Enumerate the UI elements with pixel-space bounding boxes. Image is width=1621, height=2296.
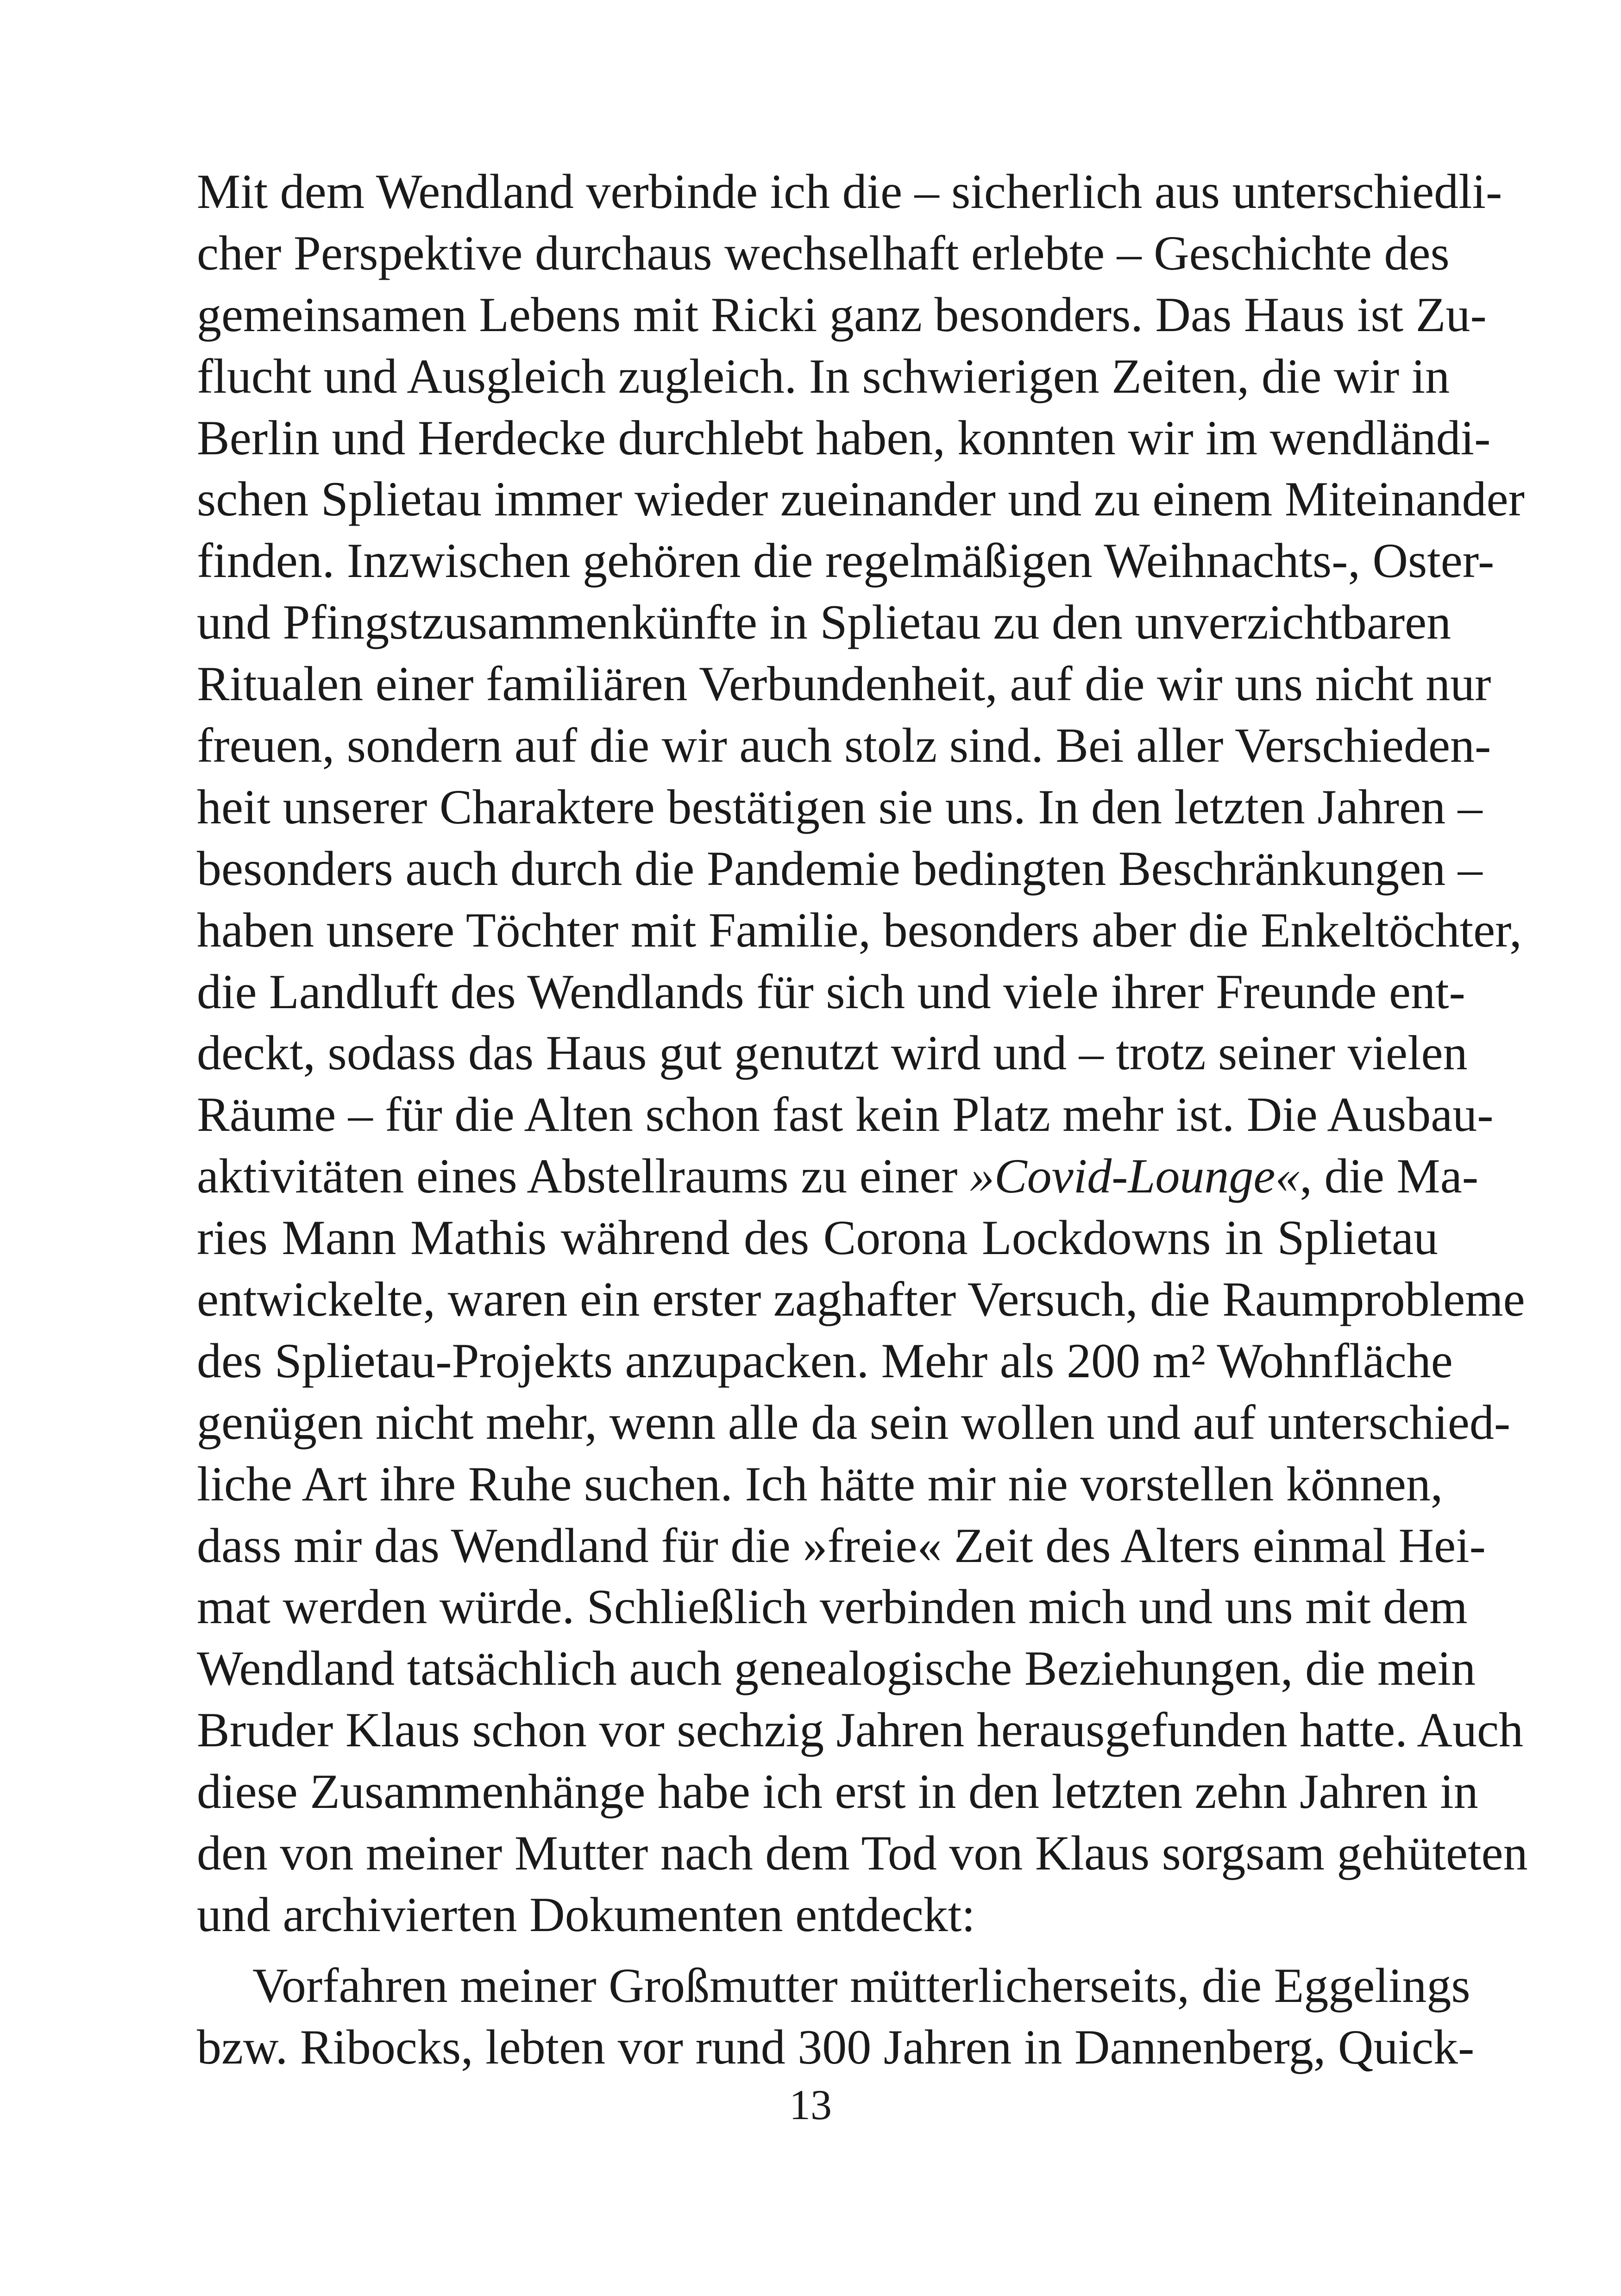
text-line: deckt, sodass das Haus gut genutzt wird und – trotz seiner vielen: [197, 1026, 1468, 1080]
body-text: [197, 161, 1528, 2078]
text-line: entwickelte, waren ein erster zaghafter Versuch, die Raumprobleme: [197, 1272, 1525, 1327]
italic-term: »Covid-Lounge«: [969, 1149, 1300, 1204]
text-line: haben unsere Töchter mit Familie, besonders aber die Enkeltöchter,: [197, 903, 1522, 957]
text-line: des Splietau-Projekts anzupacken. Mehr als 200 m² Wohnfläche: [197, 1333, 1453, 1388]
text-line: finden. Inzwischen gehören die regelmäßigen Weihnachts-, Oster-: [197, 533, 1495, 588]
text-line: und Pfingstzusammenkünfte in Splietau zu den unverzichtbaren: [197, 595, 1451, 650]
text-line: cher Perspektive durchaus wechselhaft erlebte – Geschichte des: [197, 226, 1450, 280]
paragraph-start-line: Vorfahren meiner Großmutter mütterlicherseits, die Eggelings: [252, 1958, 1470, 2013]
text-line: Berlin und Herdecke durchlebt haben, konnten wir im wendländi-: [197, 410, 1491, 465]
text-line: freuen, sondern auf die wir auch stolz sind. Bei aller Verschieden-: [197, 718, 1491, 773]
paragraph-end-line: und archivierten Dokumenten entdeckt:: [197, 1887, 975, 1942]
text-fragment: aktivitäten eines Abstellraums zu einer: [197, 1149, 970, 1204]
text-line: ries Mann Mathis während des Corona Lockdowns in Splietau: [197, 1211, 1438, 1265]
text-line: Bruder Klaus schon vor sechzig Jahren herausgefunden hatte. Auch: [197, 1703, 1524, 1757]
text-line: heit unserer Charaktere bestätigen sie uns. In den letzten Jahren –: [197, 779, 1483, 834]
text-line: besonders auch durch die Pandemie bedingten Beschränkungen –: [197, 841, 1483, 896]
text-line: flucht und Ausgleich zugleich. In schwierigen Zeiten, die wir in: [197, 349, 1450, 403]
text-fragment: , die Ma-: [1300, 1149, 1479, 1204]
text-line: mat werden würde. Schließlich verbinden mich und uns mit dem: [197, 1580, 1468, 1634]
text-line: den von meiner Mutter nach dem Tod von Klaus sorgsam gehüteten: [197, 1826, 1528, 1881]
text-line: dass mir das Wendland für die »freie« Zeit des Alters einmal Hei-: [197, 1518, 1486, 1573]
text-line: Ritualen einer familiären Verbundenheit, auf die wir uns nicht nur: [197, 657, 1491, 711]
text-line: bzw. Ribocks, lebten vor rund 300 Jahren in Dannenberg, Quick-: [197, 2020, 1475, 2074]
page-number: 13: [789, 2081, 832, 2128]
text-line: genügen nicht mehr, wenn alle da sein wollen und auf unterschied-: [197, 1395, 1511, 1449]
text-line-covid: [197, 1146, 1479, 1207]
text-line: die Landluft des Wendlands für sich und viele ihrer Freunde ent-: [197, 964, 1465, 1019]
text-line: schen Splietau immer wieder zueinander und zu einem Miteinander: [197, 472, 1525, 527]
text-line: Räume – für die Alten schon fast kein Platz mehr ist. Die Ausbau-: [197, 1087, 1494, 1142]
text-line: diese Zusammenhänge habe ich erst in den letzten zehn Jahren in: [197, 1764, 1478, 1819]
text-line: Mit dem Wendland verbinde ich die – sicherlich aus unterschiedli-: [197, 164, 1502, 219]
text-line: liche Art ihre Ruhe suchen. Ich hätte mir nie vorstellen können,: [197, 1456, 1443, 1511]
text-line: gemeinsamen Lebens mit Ricki ganz besonders. Das Haus ist Zu-: [197, 287, 1487, 342]
text-line: Wendland tatsächlich auch genealogische Beziehungen, die mein: [197, 1641, 1476, 1696]
